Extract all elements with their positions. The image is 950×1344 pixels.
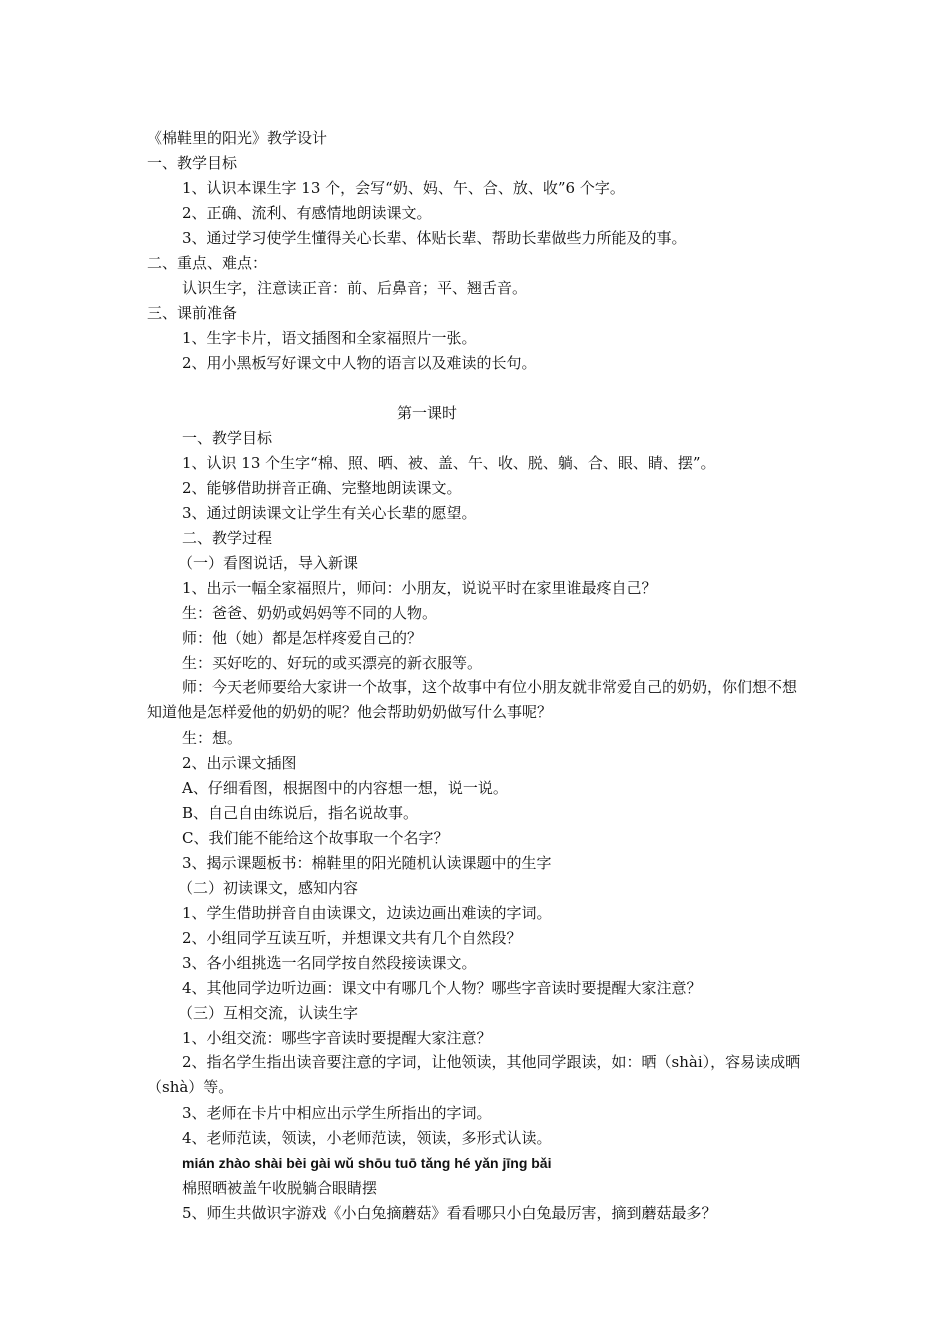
paragraph: C、我们能不能给这个故事取一个名字？ [182,829,449,847]
paragraph: 3、各小组挑选一名同学按自然段接读课文。 [182,954,477,972]
paragraph: 生：想。 [182,729,243,747]
paragraph: 师：今天老师要给大家讲一个故事，这个故事中有位小朋友就非常爱自己的奶奶，你们想不想知道他是怎样爱他的奶奶的呢？他会帮助奶奶做写什么事呢？ [147,678,798,721]
list-item: 2、正确、流利、有感情地朗读课文。 [182,204,432,222]
paragraph: 认识生字，注意读正音：前、后鼻音；平、翘舌音。 [182,279,528,297]
character-line: 棉照晒被盖午收脱躺合眼睛摆 [182,1179,378,1197]
section-heading: 三、课前准备 [147,304,238,322]
paragraph: 生：爸爸、奶奶或妈妈等不同的人物。 [182,604,438,622]
list-item: 2、用小黑板写好课文中人物的语言以及难读的长句。 [182,354,537,372]
part-heading: （三）互相交流，认读生字 [178,1004,359,1022]
list-item: 3、通过学习使学生懂得关心长辈、体贴长辈、帮助长辈做些力所能及的事。 [182,229,687,247]
part-heading: （二）初读课文，感知内容 [178,879,359,897]
list-item: 1、认识 13 个生字“棉、照、晒、被、盖、午、收、脱、躺、合、眼、睛、摆”。 [182,454,716,472]
paragraph: 1、学生借助拼音自由读课文，边读边画出难读的字词。 [182,904,552,922]
document-title: 《棉鞋里的阳光》教学设计 [147,129,328,147]
paragraph: A、仔细看图，根据图中的内容想一想，说一说。 [182,779,508,797]
section-heading: 二、重点、难点： [147,254,268,272]
paragraph: 2、小组同学互读互听，并想课文共有几个自然段？ [182,929,522,947]
paragraph: 4、其他同学边听边画：课文中有哪几个人物？哪些字音读时要提醒大家注意？ [182,979,702,997]
list-item: 3、通过朗读课文让学生有关心长辈的愿望。 [182,504,477,522]
paragraph: B、自己自由练说后，指名说故事。 [182,804,419,822]
paragraph: 3、揭示课题板书：棉鞋里的阳光随机认读课题中的生字 [182,854,552,872]
paragraph: 5、师生共做识字游戏《小白兔摘蘑菇》看看哪只小白兔最厉害，摘到蘑菇最多？ [182,1204,717,1222]
part-heading: （一）看图说话，导入新课 [178,554,359,572]
subsection-heading: 一、教学目标 [182,429,273,447]
paragraph: 1、小组交流：哪些字音读时要提醒大家注意？ [182,1029,492,1047]
paragraph: 2、指名学生指出读音要注意的字词，让他领读，其他同学跟读，如：晒（shài），容易读成晒（shà）等。 [147,1053,801,1096]
lesson-heading: 第一课时 [396,404,457,422]
list-item: 2、能够借助拼音正确、完整地朗读课文。 [182,479,462,497]
paragraph: 1、出示一幅全家福照片，师问：小朋友，说说平时在家里谁最疼自己？ [182,579,657,597]
list-item: 1、认识本课生字 13 个，会写“奶、妈、午、合、放、收”6 个字。 [182,179,625,197]
pinyin-line: mián zhào shài bèi gài wǔ shōu tuō tǎng hé yǎn jīng bǎi [182,1155,552,1171]
paragraph: 4、老师范读，领读，小老师范读，领读，多形式认读。 [182,1129,552,1147]
section-heading: 一、教学目标 [147,154,238,172]
subsection-heading: 二、教学过程 [182,529,273,547]
paragraph: 生：买好吃的、好玩的或买漂亮的新衣服等。 [182,654,483,672]
paragraph: 3、老师在卡片中相应出示学生所指出的字词。 [182,1104,492,1122]
list-item: 1、生字卡片，语文插图和全家福照片一张。 [182,329,477,347]
paragraph: 2、出示课文插图 [182,754,297,772]
paragraph: 师：他（她）都是怎样疼爱自己的？ [182,629,423,647]
